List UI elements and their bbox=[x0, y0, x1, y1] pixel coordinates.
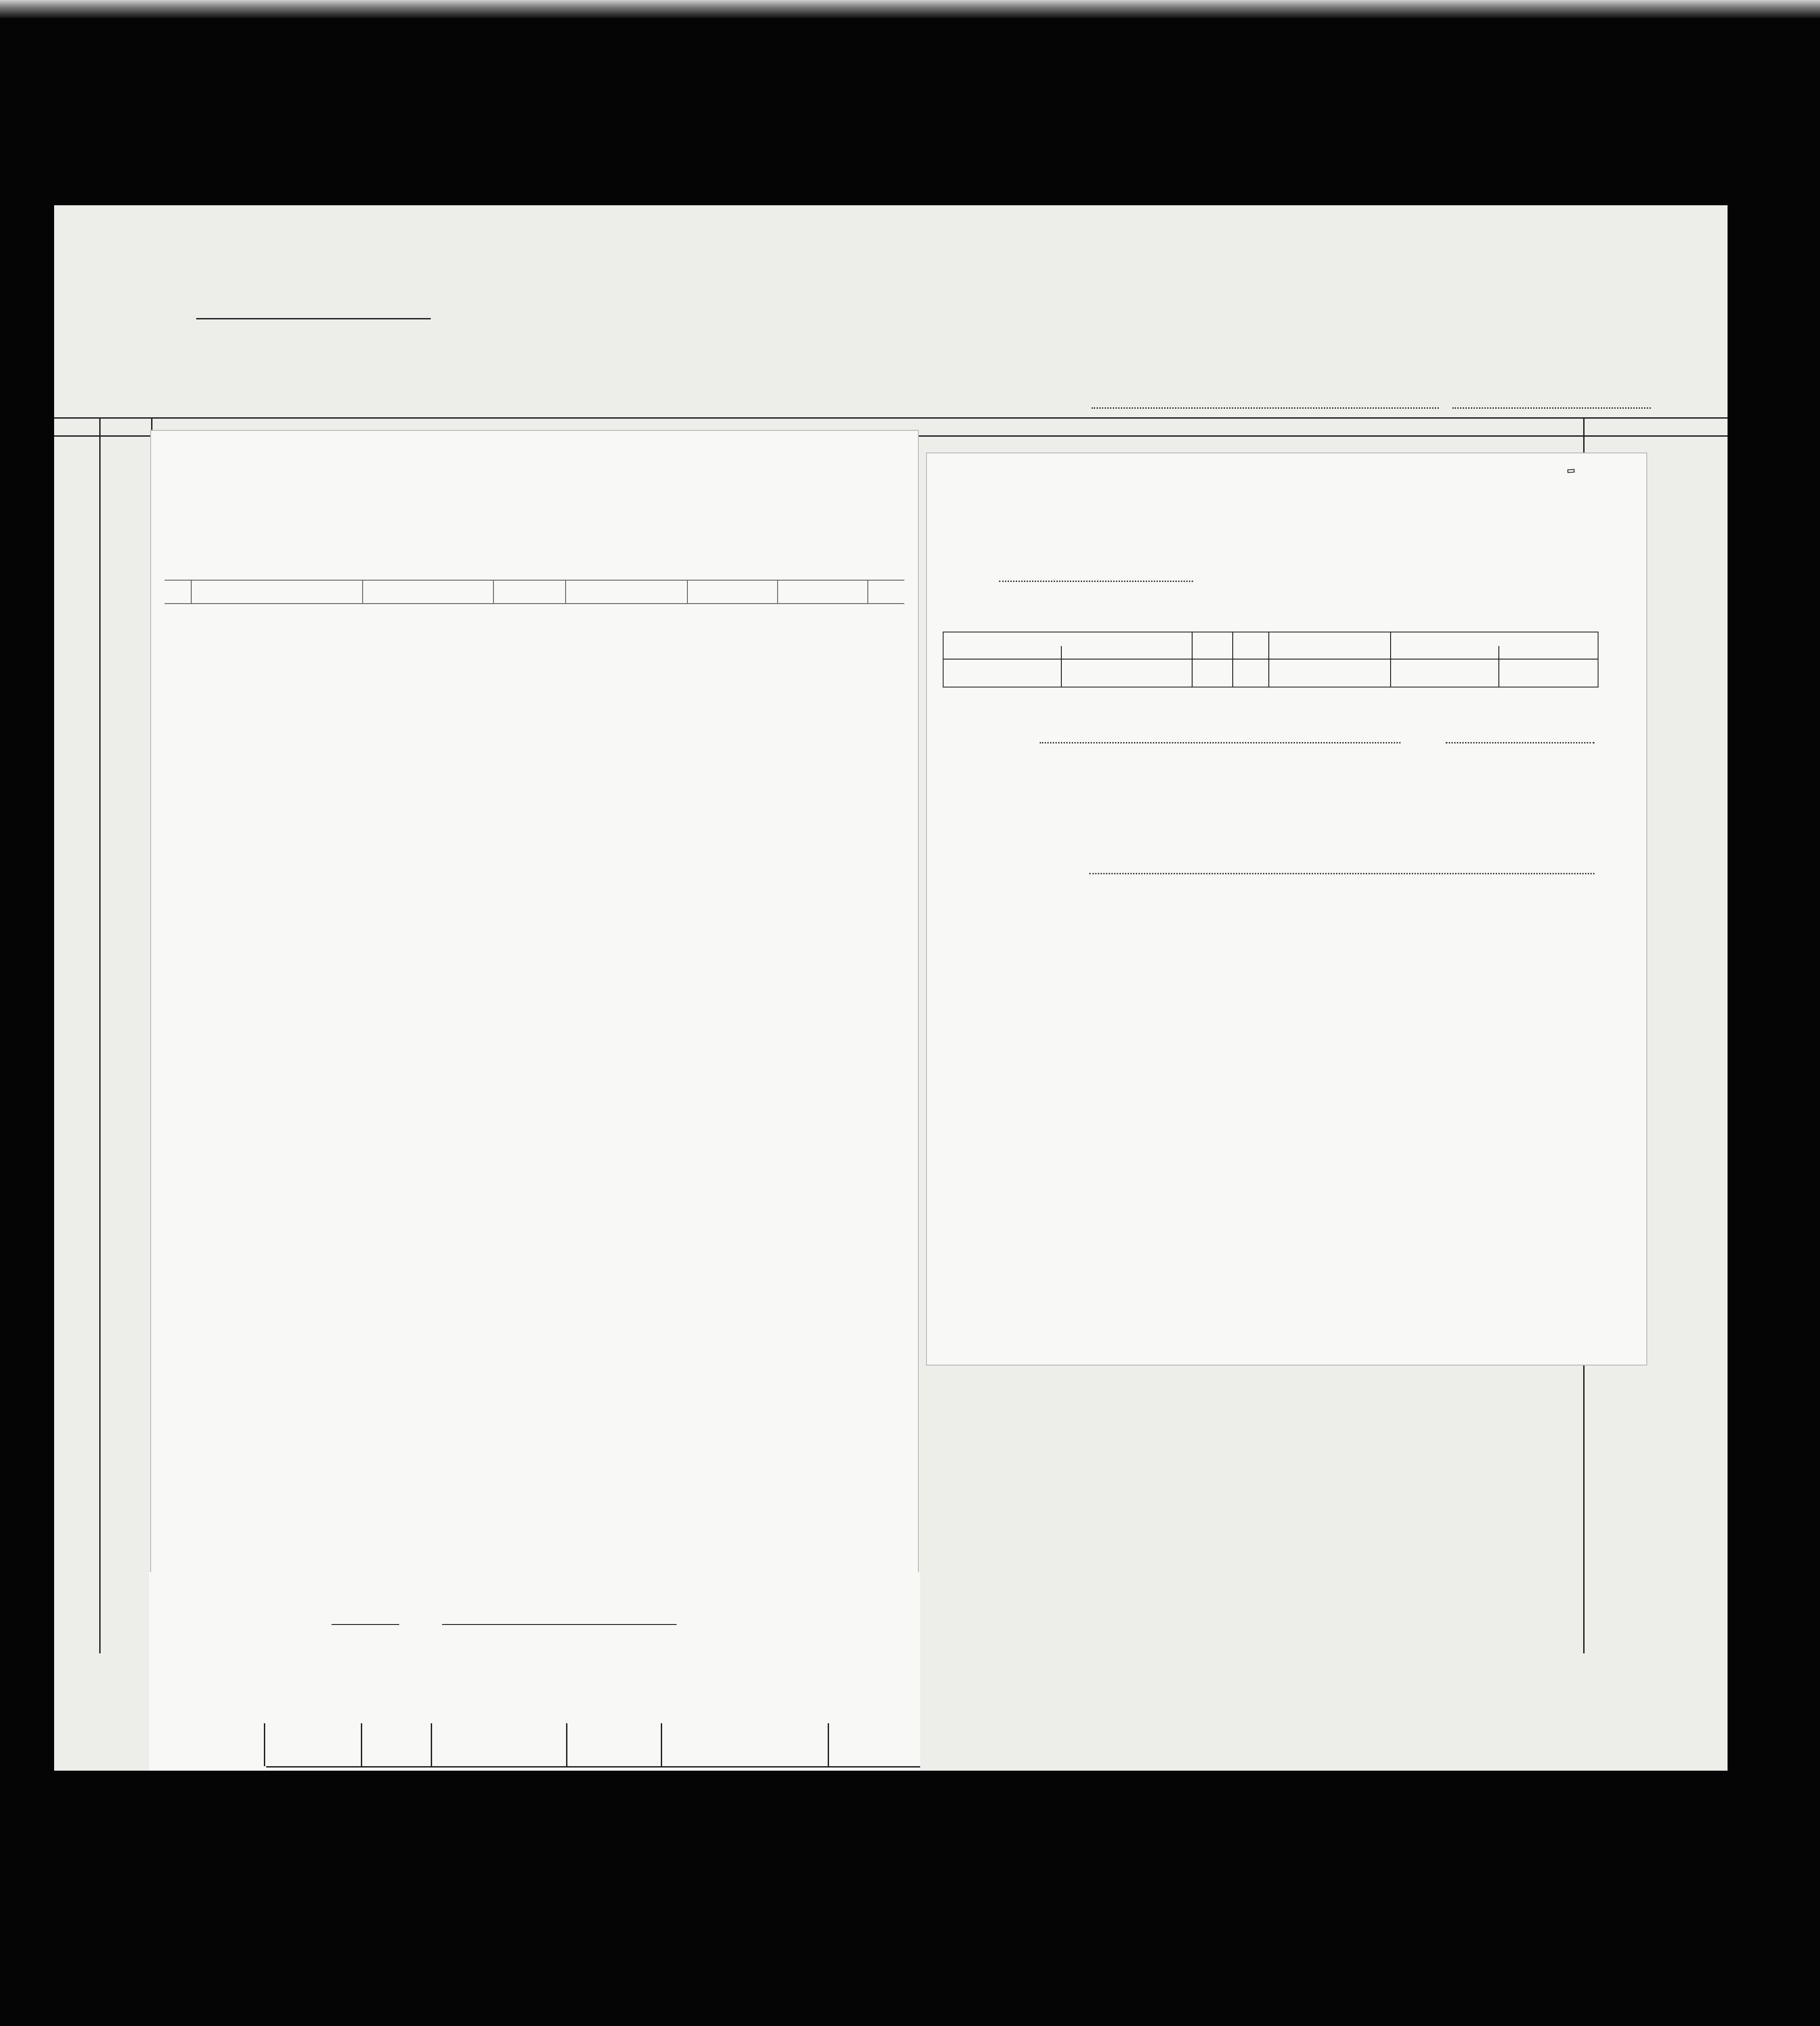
info-stamp bbox=[1567, 469, 1575, 473]
sworn-section bbox=[149, 1572, 920, 1771]
information-sheet bbox=[927, 453, 1646, 1365]
th-nationality bbox=[688, 581, 778, 603]
manifest-sheet bbox=[54, 205, 1728, 1771]
th-rank bbox=[494, 581, 566, 603]
atc-passenger-list bbox=[151, 431, 918, 1572]
passenger-table bbox=[943, 632, 1599, 688]
atc-table-header bbox=[165, 580, 904, 604]
th-serial bbox=[566, 581, 688, 603]
th-age bbox=[778, 581, 868, 603]
atc-table bbox=[165, 580, 904, 604]
film-edge bbox=[0, 0, 1820, 18]
th-first-name bbox=[363, 581, 494, 603]
th-last-name bbox=[192, 581, 363, 603]
